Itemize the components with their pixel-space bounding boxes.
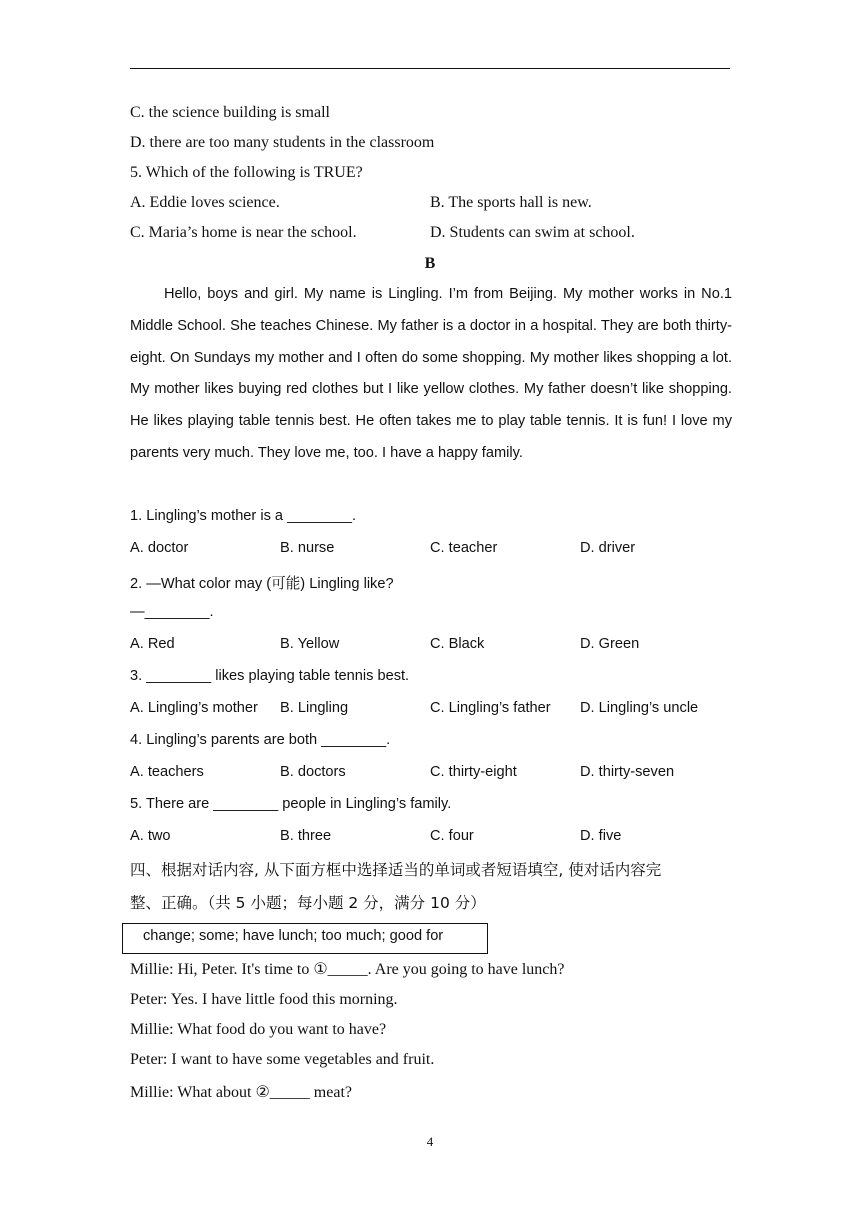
header-rule [130,68,730,69]
b-q5-opt-d: D. five [580,828,622,844]
b-q3-opt-c: C. Lingling’s father [430,700,551,716]
b-q1-opt-a: A. doctor [130,540,189,556]
q5-option-b: B. The sports hall is new. [430,194,592,211]
b-q5-opt-c: C. four [430,828,474,844]
b-q4: 4. Lingling’s parents are both ________. [130,732,391,748]
b-q4-opt-a: A. teachers [130,764,204,780]
b-q3: 3. ________ likes playing table tennis best. [130,668,410,684]
b-q3-opt-d: D. Lingling’s uncle [580,700,699,716]
section-b-title: B [424,255,436,272]
dialogue-line-4: Peter: I want to have some vegetables and fruit. [130,1051,435,1068]
b-q1-opt-b: B. nurse [280,540,335,556]
b-q1: 1. Lingling’s mother is a ________. [130,508,357,524]
b-q5-opt-b: B. three [280,828,332,844]
q5-option-c: C. Maria’s home is near the school. [130,224,357,241]
word-box [122,923,488,954]
b-q4-opt-c: C. thirty-eight [430,764,517,780]
b-q2-opt-b: B. Yellow [280,636,340,652]
dialogue-line-5: Millie: What about ②_____ meat? [130,1084,352,1101]
b-q3-opt-a: A. Lingling’s mother [130,700,258,716]
b-q2-opt-a: A. Red [130,636,175,652]
q4-option-d: D. there are too many students in the classroom [130,134,435,151]
b-q2-opt-c: C. Black [430,636,485,652]
b-q4-opt-d: D. thirty-seven [580,764,675,780]
b-q2-opt-d: D. Green [580,636,640,652]
section4-instruction-line2: 整、正确。（共 5 小题；每小题 2 分，满分 10 分） [130,894,486,912]
word-box-text: change; some; have lunch; too much; good for [143,928,444,944]
q5-option-a: A. Eddie loves science. [130,194,280,211]
b-q5-opt-a: A. two [130,828,171,844]
b-q1-opt-c: C. teacher [430,540,498,556]
dialogue-line-1: Millie: Hi, Peter. It's time to ①_____. Are you going to have lunch? [130,961,565,978]
dialogue-line-2: Peter: Yes. I have little food this morning. [130,991,398,1008]
b-q4-opt-b: B. doctors [280,764,346,780]
b-q5: 5. There are ________ people in Lingling’s family. [130,796,452,812]
dialogue-line-3: Millie: What food do you want to have? [130,1021,387,1038]
b-q2: 2. —What color may (可能) Lingling like? [130,576,394,592]
q5-question: 5. Which of the following is TRUE? [130,164,363,181]
page-number: 4 [426,1134,434,1149]
b-q3-opt-b: B. Lingling [280,700,349,716]
q4-option-c: C. the science building is small [130,104,330,121]
b-q1-opt-d: D. driver [580,540,636,556]
b-q2-answer-line: —________. [130,604,214,620]
passage-b: Hello, boys and girl. My name is Lingling. I’m from Beijing. My mother works in No.1 Middle School. She teaches Chinese. My father is a doctor in a hospital. They are both thirty-eight. On Sundays my mother and I often do some shopping. My mother likes shopping a lot. My mother likes buying red clothes but I like yellow clothes. My father doesn’t like shopping. He likes playing table tennis best. He often takes me to play table tennis. It is fun! I love my parents very much. They love me, too. I have a happy family. [130,286,732,461]
q5-option-d: D. Students can swim at school. [430,224,635,241]
section4-instruction-line1: 四、根据对话内容, 从下面方框中选择适当的单词或者短语填空, 使对话内容完 [130,861,662,879]
